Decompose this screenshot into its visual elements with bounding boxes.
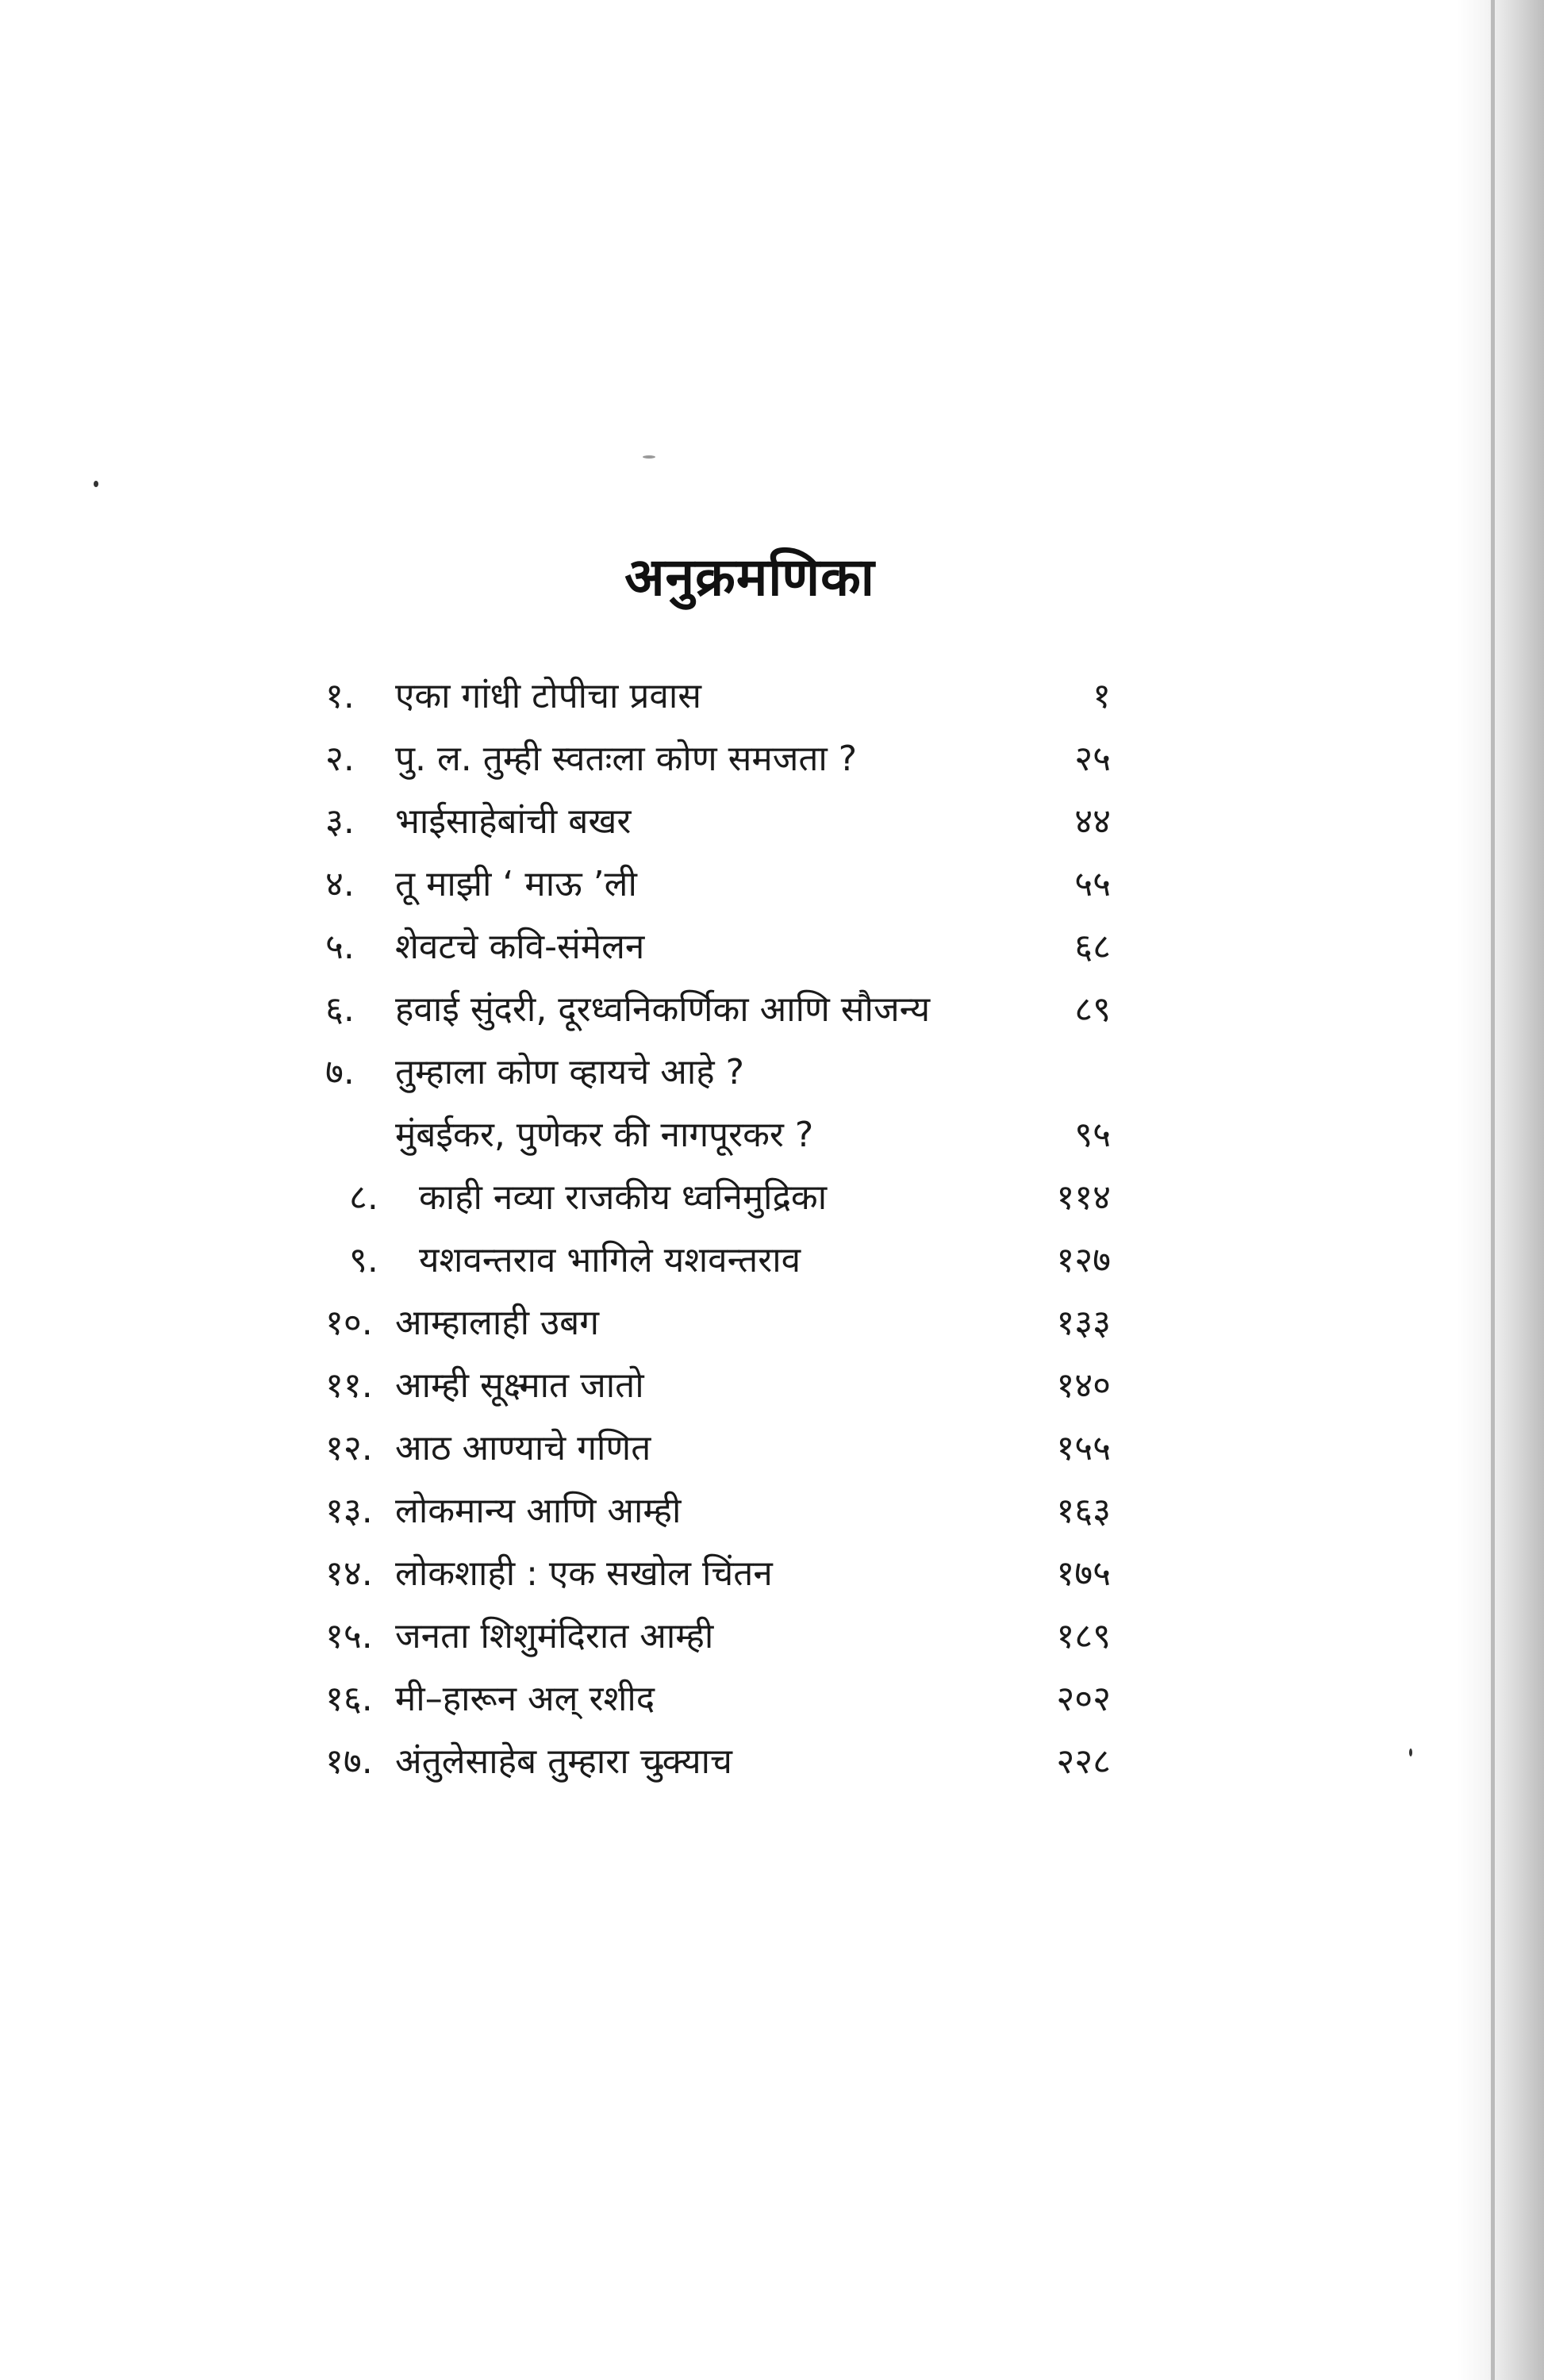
entry-number: ३.	[325, 801, 355, 842]
toc-entry-11	[325, 1354, 1127, 1417]
entry-title: शेवटचे कवि-संमेलन	[395, 927, 645, 967]
binding-edge-line	[1491, 0, 1495, 2380]
paper-speck	[643, 455, 655, 459]
page-title: अनुक्रमणिका	[624, 547, 875, 608]
entry-page-number: १६३	[1056, 1491, 1111, 1531]
toc-entry-3	[325, 790, 1127, 853]
entry-number: १६.	[325, 1679, 373, 1719]
entry-page-number: १४०	[1056, 1365, 1111, 1406]
paper-speck	[1409, 1749, 1412, 1756]
entry-number: ८.	[349, 1177, 378, 1218]
entry-number: १५.	[325, 1616, 373, 1656]
entry-title: लोकमान्य आणि आम्ही	[395, 1491, 682, 1531]
entry-number: १२.	[325, 1428, 373, 1468]
toc-entry-1	[325, 665, 1127, 727]
entry-title: लोकशाही : एक सखोल चिंतन	[395, 1553, 773, 1594]
entry-page-number: ११४	[1056, 1177, 1111, 1218]
entry-title: यशवन्तराव भागिले यशवन्तराव	[419, 1240, 801, 1280]
entry-title: आम्हालाही उबग	[395, 1303, 599, 1343]
entry-page-number: ६८	[1074, 927, 1111, 967]
entry-number: १४.	[325, 1553, 373, 1594]
toc-entry-15	[325, 1605, 1127, 1668]
toc-entry-6	[325, 978, 1127, 1041]
entry-title: तू माझी ‘ माऊ ’ली	[395, 864, 637, 904]
entry-page-number: ४४	[1074, 801, 1111, 842]
entry-number: ७.	[325, 1052, 355, 1092]
entry-title: आठ आण्याचे गणित	[395, 1428, 651, 1468]
entry-page-number: १३३	[1056, 1303, 1111, 1343]
entry-title: तुम्हाला कोण व्हायचे आहे ?	[395, 1052, 744, 1092]
entry-number: ५.	[325, 927, 355, 967]
entry-title: काही नव्या राजकीय ध्वनिमुद्रिका	[419, 1177, 828, 1218]
entry-number: १३.	[325, 1491, 373, 1531]
toc-entry-16	[325, 1668, 1127, 1730]
entry-number: ९.	[349, 1240, 378, 1280]
toc-entry-14	[325, 1542, 1127, 1605]
entry-page-number: २०२	[1056, 1679, 1111, 1719]
toc-entry-2	[325, 727, 1127, 790]
toc-entry-9	[325, 1229, 1127, 1292]
table-of-contents	[325, 665, 1127, 1793]
entry-title: मी–हारून अल् रशीद	[395, 1679, 655, 1719]
entry-title: भाईसाहेबांची बखर	[395, 801, 632, 842]
paper-speck	[94, 481, 98, 487]
entry-number: ६.	[325, 989, 355, 1030]
entry-number: ४.	[325, 864, 355, 904]
toc-entry-8	[325, 1166, 1127, 1229]
toc-entry-4	[325, 853, 1127, 916]
toc-entry-10	[325, 1292, 1127, 1354]
entry-number: १०.	[325, 1303, 373, 1343]
entry-page-number: १२७	[1056, 1240, 1111, 1280]
toc-entry-12	[325, 1417, 1127, 1480]
entry-page-number: १	[1093, 676, 1111, 716]
entry-page-number: २५	[1074, 739, 1111, 779]
entry-page-number: ५५	[1074, 864, 1111, 904]
entry-title: हवाई सुंदरी, दूरध्वनिकर्णिका आणि सौजन्य	[395, 989, 931, 1030]
entry-title: पु. ल. तुम्ही स्वतःला कोण समजता ?	[395, 739, 858, 779]
entry-title: जनता शिशुमंदिरात आम्ही	[395, 1616, 714, 1656]
entry-page-number: १८९	[1056, 1616, 1111, 1656]
entry-page-number: १५५	[1056, 1428, 1111, 1468]
entry-page-number: १७५	[1056, 1553, 1111, 1594]
toc-entry-13	[325, 1480, 1127, 1542]
entry-number: ११.	[325, 1365, 373, 1406]
entry-number: २.	[325, 739, 355, 779]
entry-number: १७.	[325, 1741, 373, 1782]
entry-title-continuation: मुंबईकर, पुणेकर की नागपूरकर ?	[395, 1115, 814, 1155]
entry-title: आम्ही सूक्ष्मात जातो	[395, 1365, 644, 1406]
toc-entry-17	[325, 1730, 1127, 1793]
toc-entry-5	[325, 916, 1127, 978]
entry-page-number: ९५	[1074, 1115, 1111, 1155]
entry-title: अंतुलेसाहेब तुम्हारा चुक्याच	[395, 1741, 732, 1782]
entry-page-number: २२८	[1056, 1741, 1111, 1782]
binding-edge-shadow	[1457, 0, 1544, 2380]
entry-number: १.	[325, 676, 355, 716]
entry-page-number: ८९	[1074, 989, 1111, 1030]
entry-title: एका गांधी टोपीचा प्रवास	[395, 676, 702, 716]
toc-entry-7	[325, 1041, 1127, 1166]
